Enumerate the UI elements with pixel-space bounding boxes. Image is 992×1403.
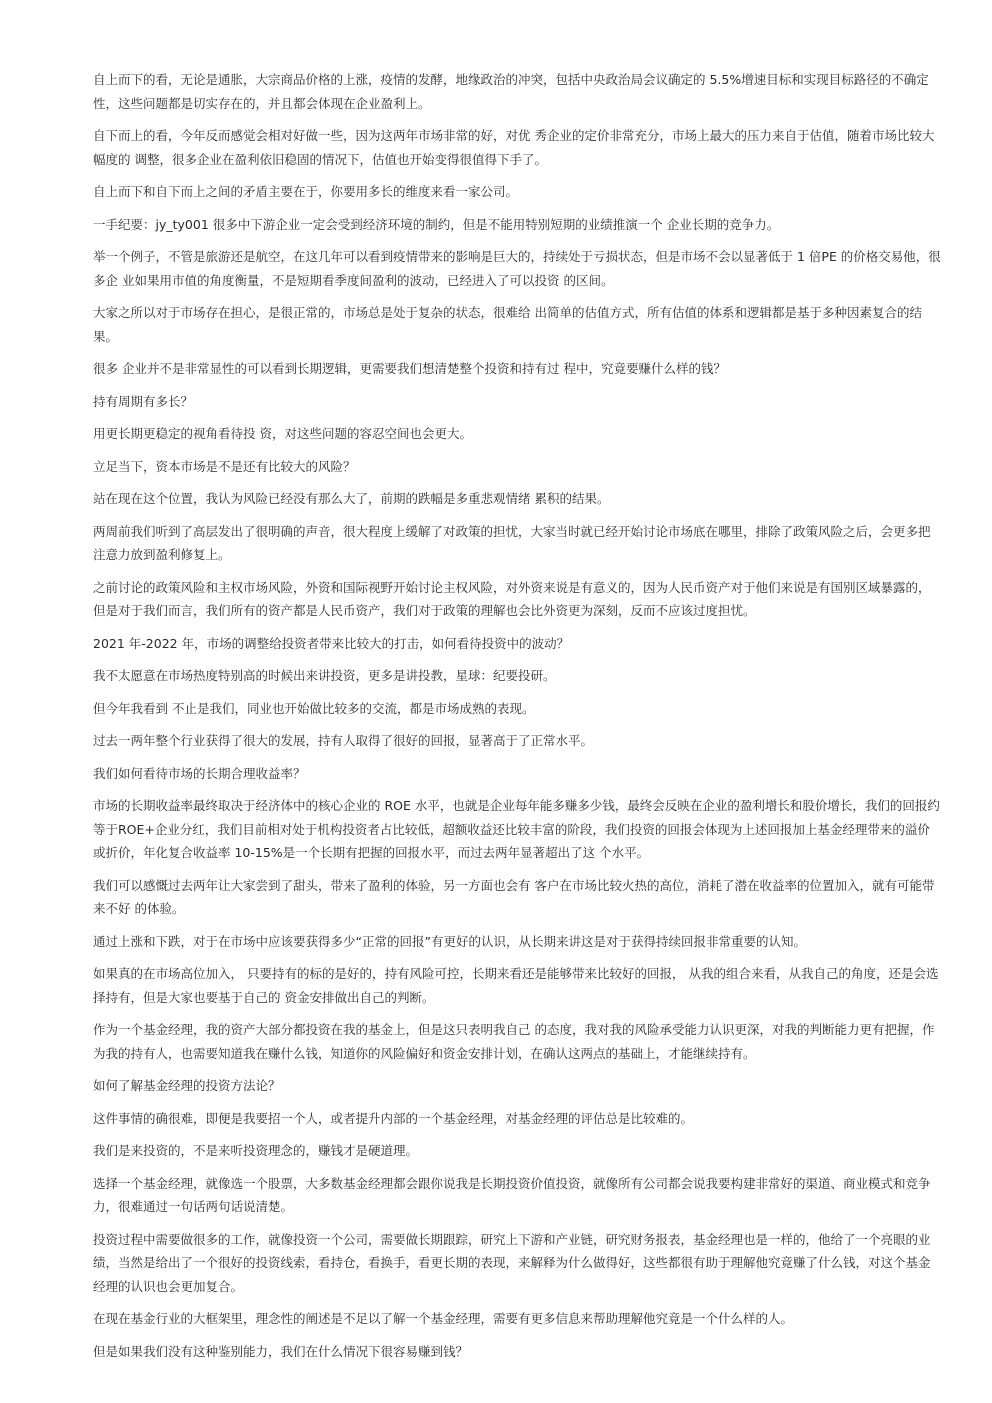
paragraph: 两周前我们听到了高层发出了很明确的声音，很大程度上缓解了对政策的担忧，大家当时就已经开始讨论市场底在哪里，排除了政策风险之后，会更多把注意力放到盈利修复上。 [93,523,931,562]
paragraph: 自上而下和自下而上之间的矛盾主要在于，你要用多长的维度来看一家公司。 [93,184,519,199]
paragraph: 我们可以感慨过去两年让大家尝到了甜头，带来了盈利的体验，另一方面也会有 客户在市场比较火热的高位，消耗了潜在收益率的位置加入，就有可能带来不好 的体验。 [93,877,935,916]
paragraph: 很多 企业并不是非常显性的可以看到长期逻辑，更需要我们想清楚整个投资和持有过 程中，究竟要赚什么样的钱？ [93,361,726,376]
paragraph: 作为一个基金经理，我的资产大部分都投资在我的基金上，但是这只表明我自己 的态度，我对我的风险承受能力认识更深，对我的判断能力更有把握，作为我的持有人，也需要知道我在赚什么钱，知道你的风险偏好和资金安排计划，在确认这两点的基础上，才能继续持有。 [93,1022,935,1061]
question-heading: 立足当下，资本市场是不是还有比较大的风险？ [93,458,356,474]
paragraph: 在现在基金行业的大框架里，理念性的阐述是不足以了解一个基金经理，需要有更多信息来帮助理解他究竟是一个什么样的人。 [93,1311,794,1326]
paragraph: 过去一两年整个行业获得了很大的发展，持有人取得了很好的回报，显著高于了正常水平。 [93,733,594,748]
paragraph: 通过上涨和下跌，对于在市场中应该要获得多少“正常的回报”有更好的认识，从长期来讲这是对于获得持续回报非常重要的认知。 [93,933,806,949]
paragraph: 站在现在这个位置，我认为风险已经没有那么大了，前期的跌幅是多重悲观情绪 累积的结果。 [93,491,610,506]
paragraph: 选择一个基金经理，就像选一个股票，大多数基金经理都会跟你说我是长期投资价值投资，就像所有公司都会说我要构建非常好的渠道、商业模式和竞争力，很难通过一句话两句话说清楚。 [93,1175,931,1214]
paragraph: 如果真的在市场高位加入， 只要持有的标的是好的，持有风险可控，长期来看还是能够带来比较好的回报， 从我的组合来看，从我自己的角度，还是会选择持有，但是大家也要基于自己的 资金安排做出自己的判断。 [93,966,939,1005]
paragraph: 这件事情的确很难，即便是我要招一个人，或者提升内部的一个基金经理，对基金经理的评估总是比较难的。 [93,1110,694,1126]
paragraph: 我不太愿意在市场热度特别高的时候出来讲投资，更多是讲投教，星球：纪要投研。 [93,668,556,683]
paragraph: 举一个例子，不管是旅游还是航空，在这几年可以看到疫情带来的影响是巨大的，持续处于亏损状态，但是市场不会以显著低于 1 倍PE 的价格交易他，很多企 业如果用市值的角度衡量，不是短期看季度间盈利的波动，已经进入了可以投资 的区间。 [93,249,941,288]
paragraph: 之前讨论的政策风险和主权市场风险，外资和国际视野开始讨论主权风险，对外资来说是有意义的，因为人民币资产对于他们来说是有国别区域暴露的，但是对于我们而言，我们所有的资产都是人民币资产，我们对于政策的理解也会比外资更为深刻，反而不应该过度担忧。 [93,579,931,618]
question-heading: 持有周期有多长？ [93,393,194,409]
question-heading: 如何了解基金经理的投资方法论？ [93,1078,281,1093]
paragraph: 用更长期更稳定的视角看待投 资，对这些问题的容忍空间也会更大。 [93,426,472,441]
question-heading: 我们如何看待市场的长期合理收益率？ [93,765,306,781]
question-heading: 2021 年-2022 年，市场的调整给投资者带来比较大的打击，如何看待投资中的波动？ [93,635,570,651]
paragraph: 市场的长期收益率最终取决于经济体中的核心企业的 ROE 水平，也就是企业每年能多赚多少钱，最终会反映在企业的盈利增长和股价增长，我们的回报约等于ROE+企业分红，我们目前相对处于机构投资者占比较低，超额收益还比较丰富的阶段，我们投资的回报会体现为上述回报加上基金经理带来的溢价或折价，年化复合收益率 10-15%是一个长期有把握的回报水平，而过去两年显著超出了这 个水平。 [93,798,940,860]
paragraph: 但今年我看到 不止是我们，同业也开始做比较多的交流，都是市场成熟的表现。 [93,700,535,716]
paragraph: 自下而上的看，今年反而感觉会相对好做一些，因为这两年市场非常的好，对优 秀企业的定价非常充分，市场上最大的压力来自于估值，随着市场比较大幅度的 调整，很多企业在盈利依旧稳固的情况下，估值也开始变得很值得下手了。 [93,128,935,167]
question-heading: 但是如果我们没有这种鉴别能力，我们在什么情况下很容易赚到钱？ [93,1343,469,1359]
paragraph: 大家之所以对于市场存在担心，是很正常的，市场总是处于复杂的状态，很难给 出简单的估值方式，所有估值的体系和逻辑都是基于多种因素复合的结果。 [93,305,922,344]
paragraph: 一手纪要：jy_ty001 很多中下游企业一定会受到经济环境的制约，但是不能用特别短期的业绩推演一个 企业长期的竞争力。 [93,216,780,232]
paragraph: 我们是来投资的，不是来听投资理念的，赚钱才是硬道理。 [93,1143,419,1158]
paragraph: 自上而下的看，无论是通胀，大宗商品价格的上涨，疫情的发酵，地缘政治的冲突，包括中央政治局会议确定的 5.5%增速目标和实现目标路径的不确定性，这些问题都是切实存在的，并且都会体现在企业盈利上。 [93,72,929,111]
paragraph: 投资过程中需要做很多的工作，就像投资一个公司，需要做长期跟踪，研究上下游和产业链，研究财务报表，基金经理也是一样的，他给了一个亮眼的业绩，当然是给出了一个很好的投资线索，看持仓，看换手，看更长期的表现，来解释为什么做得好，这些都很有助于理解他究竟赚了什么钱，对这个基金经理的认识也会更加复合。 [93,1231,931,1294]
